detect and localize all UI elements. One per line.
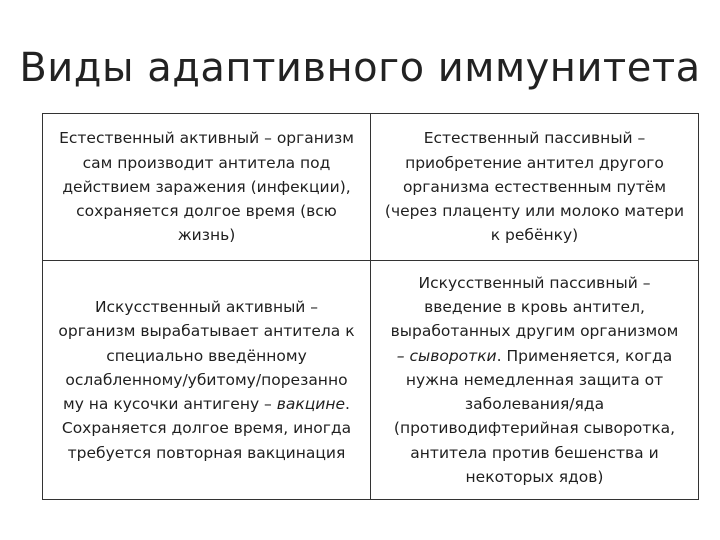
cell-text-line: приобретение антител другого: [405, 153, 664, 172]
cell-text-line: организм вырабатывает антитела к: [58, 322, 355, 341]
cell-text-line: сам производит антитела под: [82, 153, 331, 172]
immunity-types-table: [42, 113, 699, 500]
cell-text-line: антитела против бешенства и: [410, 443, 659, 462]
cell-text-line: некоторых ядов): [465, 468, 604, 487]
text-fragment: . Применяется, когда: [496, 346, 673, 365]
cell-text-line: [373, 344, 696, 368]
cell-text-line: жизнь): [177, 226, 236, 245]
cell-text-line: [45, 392, 368, 416]
cell-natural-passive: [371, 114, 699, 261]
cell-text-line: (противодифтерийная сыворотка,: [393, 419, 676, 438]
cell-text-line: Сохраняется долгое время, иногда: [61, 419, 352, 438]
cell-text-line: ослабленному/убитому/порезанно: [65, 370, 348, 389]
slide-title: Виды адаптивного иммунитета: [19, 45, 701, 91]
cell-text-line: сохраняется долгое время (всю: [76, 202, 337, 221]
table-row-natural: [43, 114, 699, 261]
cell-text-line: (через плаценту или молоко матери: [384, 202, 685, 221]
cell-text-line: организма естественным путём: [402, 177, 667, 196]
cell-text-line: нужна немедленная защита от: [405, 370, 664, 389]
cell-text-line: специально введённому: [106, 346, 307, 365]
cell-text-line: Естественный активный – организм: [59, 129, 354, 148]
cell-text-line: Искусственный активный –: [94, 297, 319, 316]
cell-text-line: к ребёнку): [490, 226, 579, 245]
cell-text-line: Естественный пассивный –: [423, 129, 646, 148]
cell-artificial-active: [43, 261, 371, 500]
serum-term: – сыворотки: [396, 346, 497, 365]
table-row-artificial: [43, 261, 699, 500]
text-fragment: му на кусочки антигену –: [63, 395, 277, 414]
cell-text-line: действием заражения (инфекции),: [62, 177, 351, 196]
cell-artificial-passive: [371, 261, 699, 500]
cell-text-line: введение в кровь антител,: [424, 297, 645, 316]
cell-natural-active: [43, 114, 371, 261]
text-fragment: .: [345, 395, 350, 414]
cell-text-line: выработанных другим организмом: [390, 322, 679, 341]
cell-text-line: Искусственный пассивный –: [418, 273, 651, 292]
vaccine-term: вакцине: [276, 395, 346, 414]
cell-text-line: заболевания/яда: [464, 395, 605, 414]
cell-text-line: требуется повторная вакцинация: [67, 443, 346, 462]
